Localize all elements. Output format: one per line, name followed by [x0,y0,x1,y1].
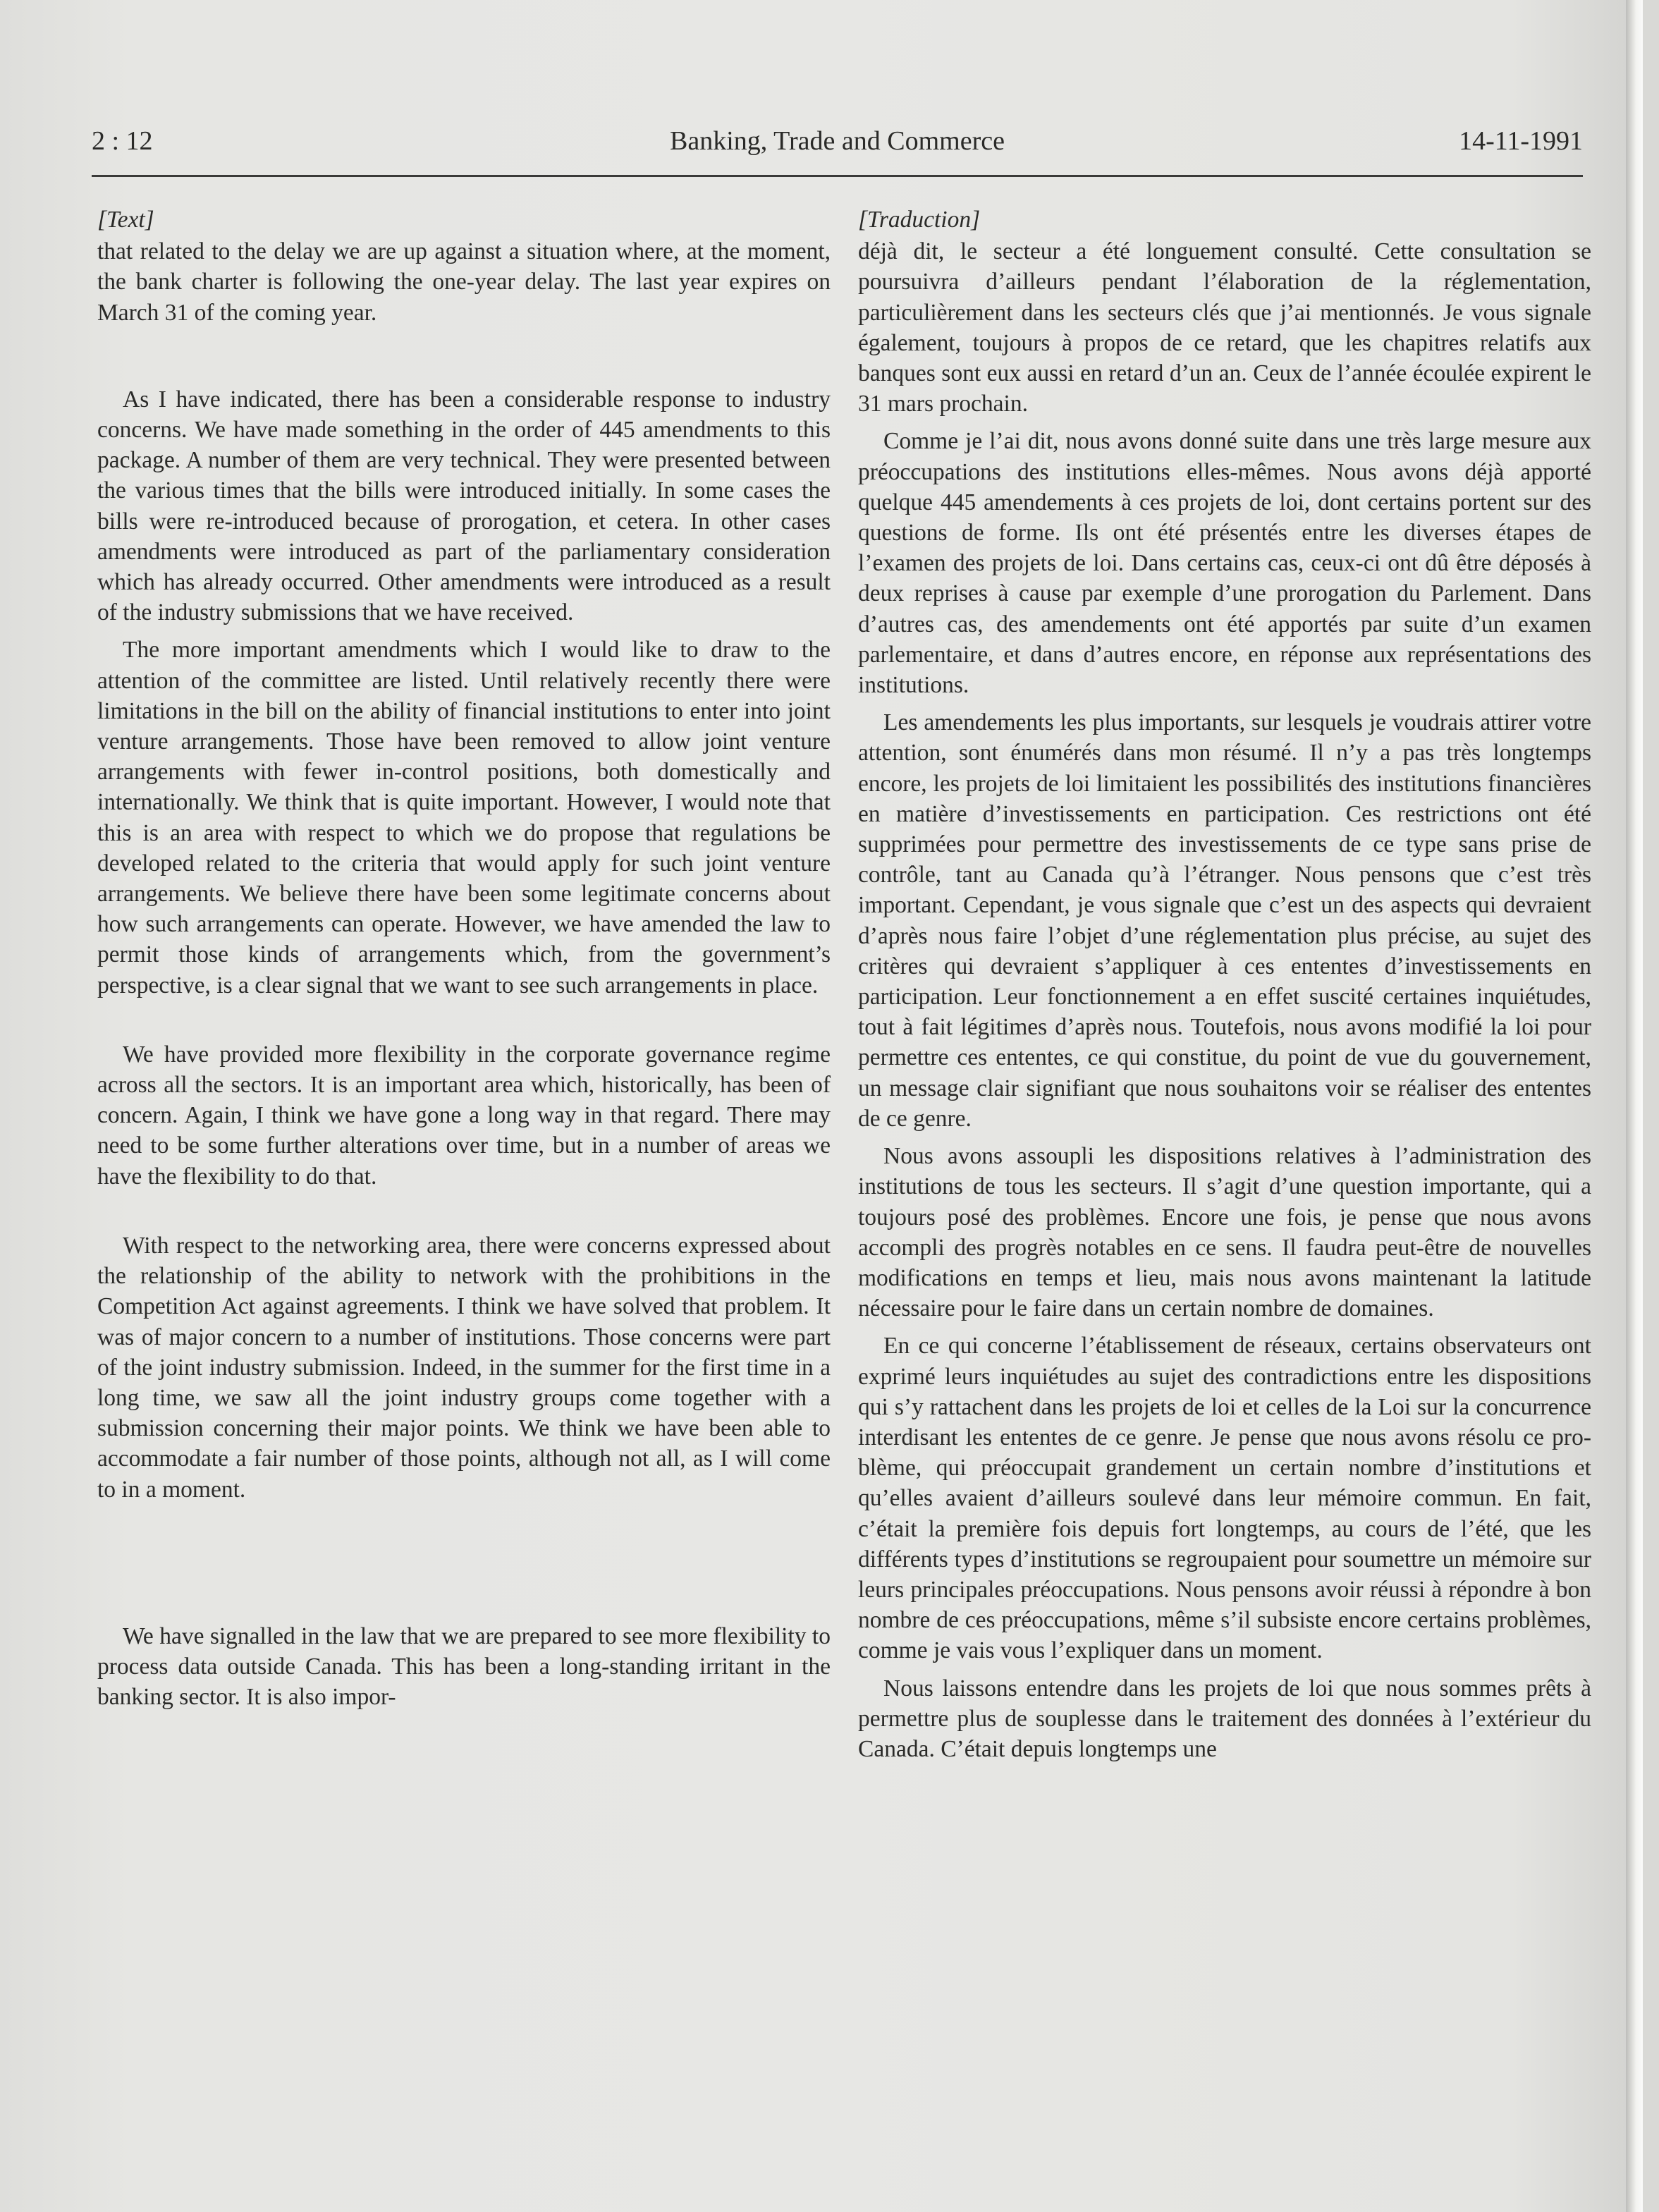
french-column [858,204,1591,1764]
paragraph: With respect to the networking area, there were concerns expressed about the relationship of the ability to network with the prohibitions in the Competition Act against agreements. I think we have solved that problem. It was of major concern to a number of institutions. Those concerns were part of the joint industry submission. Indeed, in the summer for the first time in a long time, we saw all the joint industry groups come together with a submission concerning their major points. We think we have been able to accommodate a fair number of those points, although not all, as I will come to in a moment. [97,1232,831,1503]
paragraph: Comme je l’ai dit, nous avons donné suite dans une très large mesure aux préoccupations des institutions elles-mêmes. Nous avons déjà apporté quelque 445 amendements à ces projets de loi, dont certains portent sur des questions de forme. Ils ont été présentés entre les diverses étapes de l’examen des projets de loi. Dans certains cas, ceux-ci ont dû être déposés à deux reprises à cause par exemple d’une prorogation du Parlement. Dans d’autres cas, des amendements ont été apportés par suite d’un examen parlementaire, et dans d’autres encore, en réponse aux représentations des institutions. [858,428,1591,699]
paragraph: Nous laissons entendre dans les projets de loi que nous sommes prêts à permettre plus de souplesse dans le traitement des données à l’extérieur du Canada. C’était depuis longtemps une [858,1675,1591,1762]
paragraph: As I have indicated, there has been a considerable response to industry concerns. We have made something in the order of 445 amendments to this package. A number of them are very technical. They were presented between the various times that the bills were introduced initially. In some cases the bills were re-introduced because of prorogation, et cetera. In other cases amendments were introduced as part of the parliamentary consideration which has already occurred. Other amendments were introduced as a result of the industry submissions that we have received. [97,386,831,626]
paragraph: déjà dit, le secteur a été longuement consulté. Cette consultation se poursuivra d’ailleurs pendant l’élaboration de la réglementation, particulièrement dans les secteurs clés que j’ai mentionnés. Je vous signale également, toujours à propos de ce retard, que les chapitres relatifs aux banques sont eux aussi en retard d’un an. Ceux de l’année écoulée expirent le 31 mars prochain. [858,238,1591,417]
paragraph: The more important amendments which I would like to draw to the attention of the committee are listed. Until relatively recently there were limitations in the bill on the ability of financial institutions to enter into joint venture arrangements. Those have been removed to allow joint venture arrangements with fewer in-control positions, both domestically and internationally. We think that is quite important. However, I would note that this is an area with respect to which we do propose that regulations be developed related to the criteria that would apply for such joint venture arrangements. We believe there have been some legitimate concerns about how such arrangements can operate. However, we have amended the law to permit those kinds of arrangements which, from the government’s perspective, is a clear signal that we want to see such arrangements in place. [97,637,831,998]
paragraph: We have provided more flexibility in the corporate governance regime across all the sectors. It is an important area which, historically, has been of concern. Again, I think we have gone a long way in that regard. There may need to be some further alterations over time, but in a number of areas we have the flexibility to do that. [97,1041,831,1190]
page-edge [1626,0,1643,2212]
running-title: Banking, Trade and Commerce [670,126,1005,156]
column-label: [Text] [97,207,154,233]
page-number: 2 : 12 [92,126,153,156]
paragraph: Les amendements les plus importants, sur lesquels je voudrais attirer votre attention, sont énumérés dans mon résumé. Il n’y a pas très longtemps encore, les projets de loi limitaient les possibilités des institutions financières en matière d’investissements en participation. Ces restrictions ont été supprimées pour permettre des investissements de ce type sans prise de contrôle, tant au Canada qu’à l’étranger. Nous pensons que c’est très important. Cependant, je vous signale que c’est un des aspects qui devraient d’après nous faire l’objet d’une réglementation plus précise, au sujet des critères qui devraient s’appliquer à ces ententes d’investissements en participation. Leur fonctionnement a en effet suscité certaines inquiétudes, tout à fait légitimes d’après nous. Toutefois, nous avons modifié la loi pour permettre ces ententes, ce qui constitue, du point de vue du gouvernement, un message clair signifiant que nous souhaitons voir se réaliser des ententes de ce genre. [858,709,1591,1132]
header-date: 14-11-1991 [1459,126,1583,156]
paragraph: We have signalled in the law that we are prepared to see more flexibility to process data outside Canada. This has been a long-standing irritant in the banking sector. It is also impor- [97,1623,831,1711]
paragraph: that related to the delay we are up against a situation where, at the moment, the bank charter is following the one-year delay. The last year expires on March 31 of the coming year. [97,238,831,326]
paragraph: En ce qui concerne l’établissement de réseaux, certains observateurs ont exprimé leurs inquiétudes au sujet des contradictions entre les dispositions qui s’y rattachent dans les projets de loi et celles de la Loi sur la concurrence interdisant les ententes de ce genre. Je pense que nous avons résolu ce problème, qui préoccupait grandement un certain nombre d’institutions et qu’elles avaient d’ailleurs soulevé dans leur mémoire commun. En fait, c’était la première fois depuis fort longtemps, au cours de l’été, que les différents types d’institutions se regroupaient pour soumettre un mémoire sur leurs principales préoccupations. Nous pensons avoir réussi à répondre à bon nombre de ces préoccupations, même s’il subsiste encore certains problèmes, comme je vais vous l’expliquer dans un moment. [858,1333,1591,1664]
paragraph: Nous avons assoupli les dispositions relatives à l’administration des institutions de tous les secteurs. Il s’agit d’une question importante, qui a toujours posé des problèmes. Encore une fois, je pense que nous avons accompli des progrès notables en ce sens. Il faudra peut-être de nouvelles modifications en temps et lieu, mais nous avons maintenant la latitude nécessaire pour le faire dans un certain nombre de domaines. [858,1143,1591,1322]
page-header [92,126,1583,177]
column-label: [Traduction] [858,207,981,233]
english-column [97,204,831,1712]
